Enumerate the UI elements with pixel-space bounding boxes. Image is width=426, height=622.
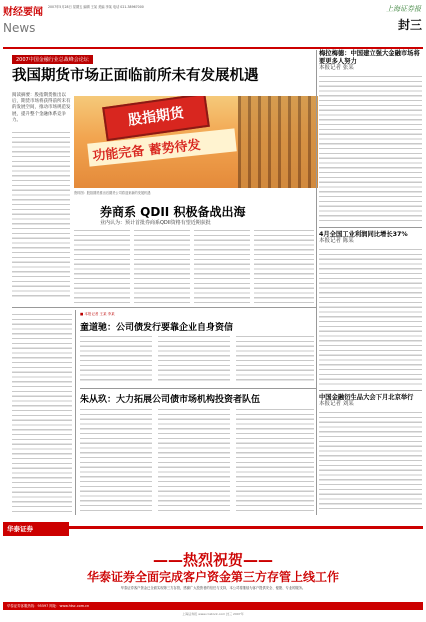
left-bottom-col bbox=[12, 312, 72, 512]
ad-footer-bar: 华泰证券客服热线：95597 网址：www.htsc.com.cn bbox=[3, 602, 423, 610]
header-rule bbox=[3, 47, 423, 49]
page-footer: 上海证券报 www.cnstock.com 封三 2007年 bbox=[182, 612, 244, 616]
ad-brand-logo: 华泰证券 bbox=[3, 522, 69, 536]
mid-story-2-col2 bbox=[158, 407, 230, 512]
top-story-body bbox=[12, 130, 70, 300]
paper-logo: 上海证券报 bbox=[386, 5, 421, 13]
divider bbox=[80, 388, 316, 389]
hero-caption: 资料图：股指期货推出后期货公司将迎来新的发展机遇 bbox=[74, 191, 151, 195]
right-item-headline[interactable]: 4月全国工业利润同比增长37% bbox=[319, 230, 408, 238]
section-masthead bbox=[3, 3, 51, 45]
column-divider bbox=[75, 310, 76, 515]
mid-story-2-col3 bbox=[236, 407, 314, 512]
ad-top-bar bbox=[69, 526, 423, 529]
right-item-byline: 本报记者 陈某 bbox=[319, 238, 354, 245]
right-item-body bbox=[319, 410, 422, 510]
header-info: 2007年5月28日 星期五 编辑 王某 美编 李某 电话 021-38967000 bbox=[48, 5, 144, 9]
section-title-en: News bbox=[3, 21, 36, 35]
mid-story-1-col2 bbox=[158, 334, 230, 384]
mid-story-headline-1[interactable]: 童道驰：公司债发行要靠企业自身资信 bbox=[80, 323, 234, 333]
divider bbox=[12, 307, 316, 308]
ad-headline: ——热烈祝贺—— bbox=[152, 551, 273, 569]
ad-subheadline: 华泰证券全面完成客户资金第三方存管上线工作 bbox=[86, 570, 339, 584]
mid-story-2-col1 bbox=[80, 407, 152, 512]
right-item-byline: 本报记者 刘某 bbox=[319, 401, 354, 408]
hero-background bbox=[238, 96, 318, 188]
divider bbox=[319, 227, 422, 228]
qdii-body-col1 bbox=[74, 228, 130, 304]
qdii-body-col2 bbox=[134, 228, 190, 304]
hero-sign: 股指期货 bbox=[102, 96, 210, 141]
hero-slogan: 功能完备 蓄势待发 bbox=[87, 128, 237, 166]
advertisement[interactable] bbox=[3, 522, 423, 610]
edition-label: 封三 bbox=[397, 18, 422, 32]
second-story-deck: 业内认为：预计首批券商系QDII资格有望近期获批 bbox=[100, 220, 211, 226]
mid-story-headline-2[interactable]: 朱从玖：大力拓展公司债市场机构投资者队伍 bbox=[80, 395, 261, 405]
right-column-divider bbox=[316, 50, 317, 515]
section-title-cn: 财经要闻 bbox=[3, 7, 43, 18]
mid-story-1-col1 bbox=[80, 334, 152, 384]
top-story-kicker: 2007中国金融行业总裁峰会论坛 bbox=[12, 55, 93, 64]
mid-story-1-col3 bbox=[236, 334, 314, 384]
right-item-body bbox=[319, 247, 422, 387]
qdii-body-col3 bbox=[194, 228, 250, 304]
top-story-headline[interactable]: 我国期货市场正面临前所未有发展机遇 bbox=[12, 68, 259, 84]
right-item-headline[interactable]: 中国金融衍生品大会下月北京举行 bbox=[319, 393, 414, 401]
right-column bbox=[319, 50, 422, 570]
right-item-body bbox=[319, 74, 422, 224]
qdii-body-col4 bbox=[254, 228, 314, 304]
ad-body: 华泰证券客户资金已全面实现第三方存管，感谢广大投资者的信任与支持，本公司将继续为客户提供安全、便捷、专业的服务。 bbox=[120, 586, 306, 590]
right-item-headline[interactable]: 梅拉梅德：中国建立强大金融市场将要更多人努力 bbox=[319, 50, 420, 65]
mid-story-tag: ■ 本报记者 王某 李某 bbox=[80, 312, 115, 316]
divider bbox=[319, 390, 422, 391]
hero-photo bbox=[74, 96, 318, 188]
right-item-byline: 本报记者 张某 bbox=[319, 65, 354, 71]
top-story-intro: 阅读摘要：股指期货推出以后，期货市场将获得前所未有的发展空间，推动市场规范发展，提升整个金融体系竞争力。 bbox=[12, 93, 71, 123]
second-story-headline[interactable]: 券商系 QDII 积极备战出海 bbox=[100, 205, 246, 219]
